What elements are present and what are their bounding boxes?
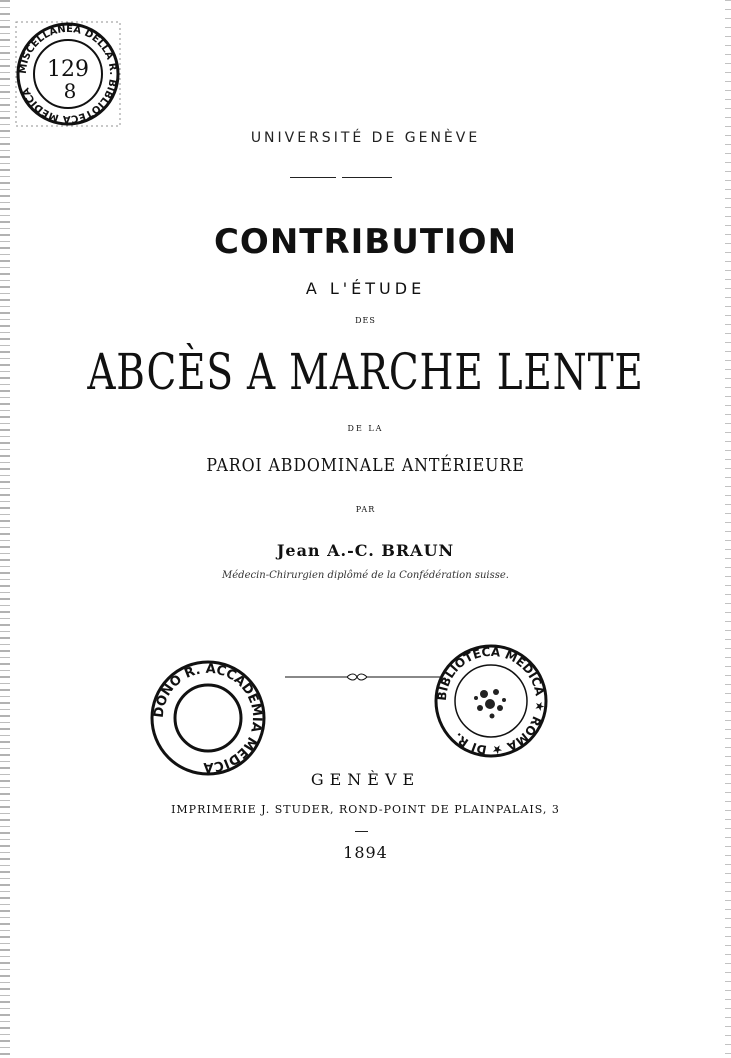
emblem-icon [474, 689, 506, 719]
page-edge-left [0, 0, 10, 1058]
author-credentials: Médecin-Chirurgien diplômé de la Confédération suisse. [222, 570, 509, 581]
donation-stamp [146, 656, 270, 780]
rule-left [290, 177, 336, 178]
byline-par: PAR [355, 505, 376, 514]
title-main: ABCÈS A MARCHE LENTE [87, 343, 644, 401]
title-des: DES [355, 316, 376, 325]
stamp-ring-text: MISCELLANEA DELLA R. BIBLIOTECA MEDICA [17, 23, 119, 125]
volume-number: 8 [63, 79, 77, 103]
imprint-printer: IMPRIMERIE J. STUDER, ROND-POINT DE PLAINPALAIS, 3 [171, 803, 560, 816]
imprint-year: 1894 [343, 843, 388, 862]
author-name: Jean A.-C. BRAUN [276, 541, 455, 560]
shelf-number: 129 [47, 57, 89, 82]
ornamental-rule [285, 672, 440, 682]
title-etude: A L'ÉTUDE [305, 279, 426, 298]
rule-right [342, 177, 392, 178]
biblioteca-stamp-text: BIBLIOTECA MEDICA ★ ROMA ★ DI R. [434, 644, 548, 758]
title-contribution: CONTRIBUTION [213, 222, 518, 262]
imprint-city: GENÈVE [310, 770, 421, 789]
title-paroi: PAROI ABDOMINALE ANTÉRIEURE [206, 455, 525, 476]
library-stamp-top [12, 18, 124, 130]
title-de-la: DE LA [347, 424, 384, 433]
donation-stamp-text: DONO R. ACCADEMIA MEDICA [151, 661, 265, 775]
biblioteca-stamp [432, 642, 550, 760]
page-edge-right [725, 0, 731, 1058]
imprint-rule [355, 831, 368, 832]
university-heading: UNIVERSITÉ DE GENÈVE [250, 130, 481, 146]
